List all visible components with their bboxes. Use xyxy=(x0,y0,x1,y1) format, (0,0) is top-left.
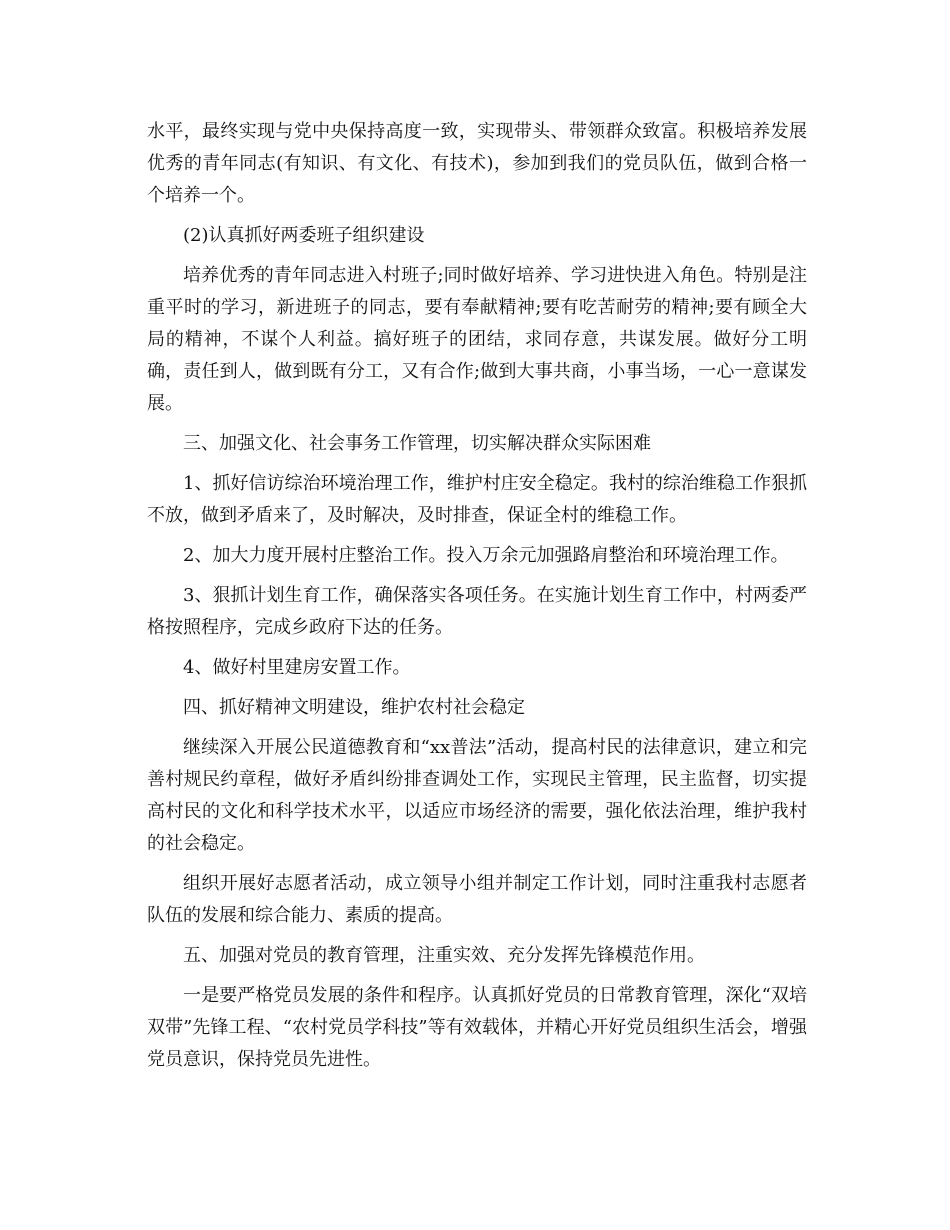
document-body xyxy=(147,116,807,1084)
subheading-2: (2)认真抓好两委班子组织建设 xyxy=(183,225,425,246)
paragraph: 一是要严格党员发展的条件和程序。认真抓好党员的日常教育管理，深化“双培双带”先锋工程、“农村党员学科技”等有效载体，并精心开好党员组织生活会，增强党员意识，保持党员先进性。 xyxy=(147,985,807,1070)
paragraph: 2、加大力度开展村庄整治工作。投入万余元加强路肩整治和环境治理工作。 xyxy=(183,545,789,566)
section-heading-3: 三、加强文化、社会事务工作管理，切实解决群众实际困难 xyxy=(183,433,651,454)
paragraph: 组织开展好志愿者活动，成立领导小组并制定工作计划，同时注重我村志愿者队伍的发展和综合能力、素质的提高。 xyxy=(147,873,807,926)
section-heading-4: 四、抓好精神文明建设，维护农村社会稳定 xyxy=(183,697,525,718)
paragraph: 1、抓好信访综治环境治理工作，维护村庄安全稳定。我村的综治维稳工作狠抓不放，做到矛盾来了，及时解决，及时排查，保证全村的维稳工作。 xyxy=(147,473,807,526)
section-heading-5: 五、加强对党员的教育管理，注重实效、充分发挥先锋模范作用。 xyxy=(183,945,705,966)
paragraph: 继续深入开展公民道德教育和“xx普法”活动，提高村民的法律意识，建立和完善村规民约章程，做好矛盾纠纷排查调处工作，实现民主管理，民主监督，切实提高村民的文化和科学技术水平，以适应市场经济的需要，强化依法治理，维护我村的社会稳定。 xyxy=(147,737,807,854)
paragraph-continuation: 水平，最终实现与党中央保持高度一致，实现带头、带领群众致富。积极培养发展优秀的青年同志(有知识、有文化、有技术)，参加到我们的党员队伍，做到合格一个培养一个。 xyxy=(147,121,807,206)
paragraph: 3、狠抓计划生育工作，确保落实各项任务。在实施计划生育工作中，村两委严格按照程序，完成乡政府下达的任务。 xyxy=(147,585,807,638)
paragraph: 培养优秀的青年同志进入村班子;同时做好培养、学习进快进入角色。特别是注重平时的学习，新进班子的同志，要有奉献精神;要有吃苦耐劳的精神;要有顾全大局的精神，不谋个人利益。搞好班子的团结，求同存意，共谋发展。做好分工明确，责任到人，做到既有分工，又有合作;做到大事共商，小事当场，一心一意谋发展。 xyxy=(147,265,807,414)
paragraph: 4、做好村里建房安置工作。 xyxy=(183,657,411,678)
